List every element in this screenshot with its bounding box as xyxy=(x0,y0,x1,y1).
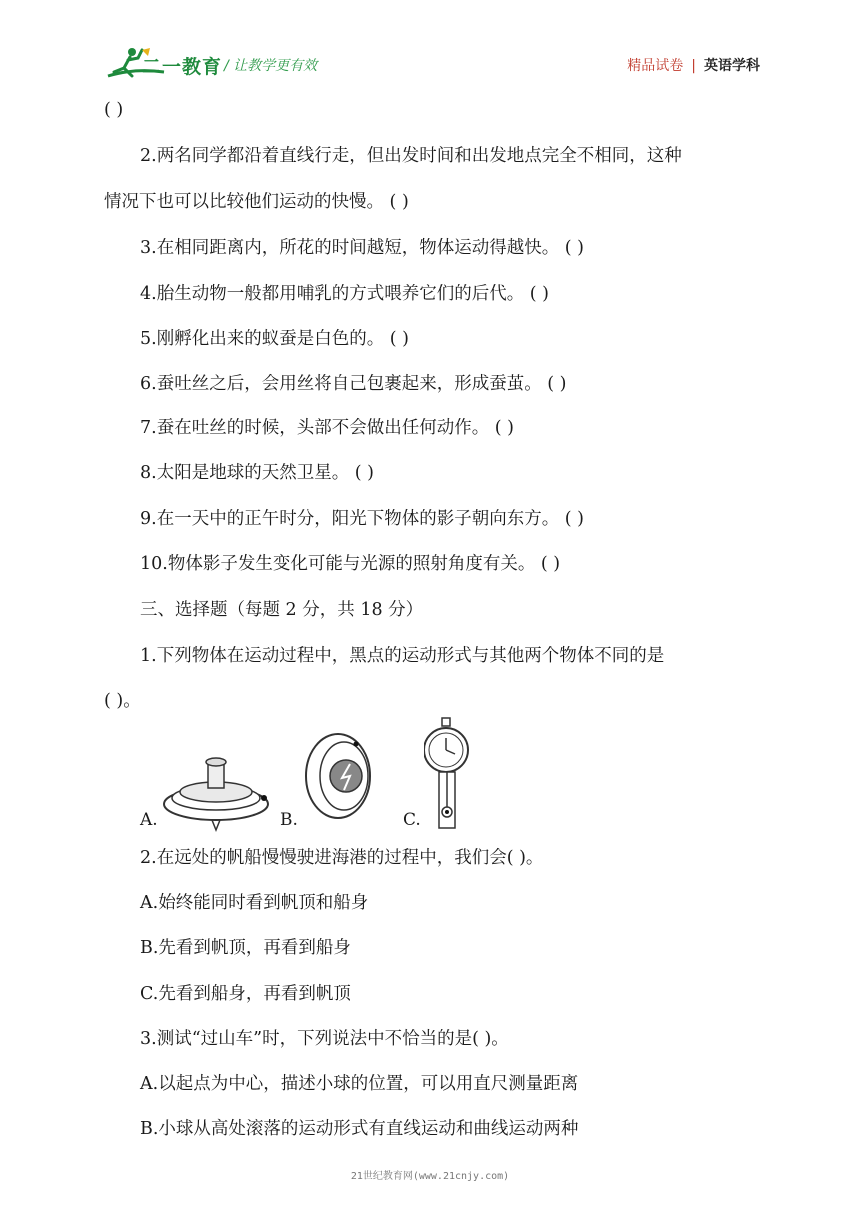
page-footer: 21世纪教育网(www.21cnjy.com) xyxy=(350,1171,510,1182)
text-line: 情况下也可以比较他们运动的快慢。 ( ) xyxy=(104,192,409,212)
question-3: 3.在相同距离内，所花的时间越短，物体运动得越快。 ( ) xyxy=(140,238,584,258)
choice-question-2: 2.在远处的帆船慢慢驶进海港的过程中，我们会( )。 xyxy=(140,848,544,868)
question-2: 2.两名同学都沿着直线行走，但出发时间和出发地点完全不相同，这种 xyxy=(140,146,682,166)
figure-label-b: B. xyxy=(280,810,298,830)
question-10: 10.物体影子发生变化可能与光源的照射角度有关。 ( ) xyxy=(140,554,561,574)
yoyo-icon xyxy=(302,724,378,824)
slogan: / 让教学更有效 xyxy=(224,58,318,74)
question-9: 9.在一天中的正午时分，阳光下物体的影子朝向东方。 ( ) xyxy=(140,509,584,529)
question-4: 4.胎生动物一般都用哺乳的方式喂养它们的后代。 ( ) xyxy=(140,284,549,304)
question-6: 6.蚕吐丝之后，会用丝将自己包裹起来，形成蚕茧。 ( ) xyxy=(140,374,567,394)
header-label-subject: 英语学科 xyxy=(704,58,760,74)
text-line: ( ) xyxy=(104,100,124,120)
option-c: C.先看到船身，再看到帆顶 xyxy=(140,984,351,1004)
question-5: 5.刚孵化出来的蚁蚕是白色的。 ( ) xyxy=(140,329,409,349)
option-b: B.小球从高处滚落的运动形式有直线运动和曲线运动两种 xyxy=(140,1119,579,1139)
choice-question-1: 1.下列物体在运动过程中，黑点的运动形式与其他两个物体不同的是 xyxy=(140,646,665,666)
option-a: A.始终能同时看到帆顶和船身 xyxy=(140,893,369,913)
figure-label-a: A. xyxy=(140,810,158,830)
question-figures xyxy=(140,716,520,836)
header-separator: | xyxy=(691,58,696,74)
spinning-top-icon xyxy=(156,740,276,836)
question-7: 7.蚕在吐丝的时候，头部不会做出任何动作。 ( ) xyxy=(140,418,514,438)
pendulum-clock-icon xyxy=(424,716,480,832)
page-header xyxy=(0,0,860,90)
logo-text: 二一教育 xyxy=(142,56,223,78)
section-title: 三、选择题（每题 2 分，共 18 分） xyxy=(140,600,424,620)
header-right xyxy=(627,55,760,75)
figure-label-c: C. xyxy=(403,810,421,830)
choice-question-3: 3.测试“过山车”时，下列说法中不恰当的是( )。 xyxy=(140,1029,509,1049)
option-a: A.以起点为中心，描述小球的位置，可以用直尺测量距离 xyxy=(140,1074,579,1094)
header-label-quality: 精品试卷 xyxy=(627,58,684,74)
question-8: 8.太阳是地球的天然卫星。 ( ) xyxy=(140,463,374,483)
text-line: ( )。 xyxy=(104,691,141,711)
option-b: B.先看到帆顶，再看到船身 xyxy=(140,938,351,958)
